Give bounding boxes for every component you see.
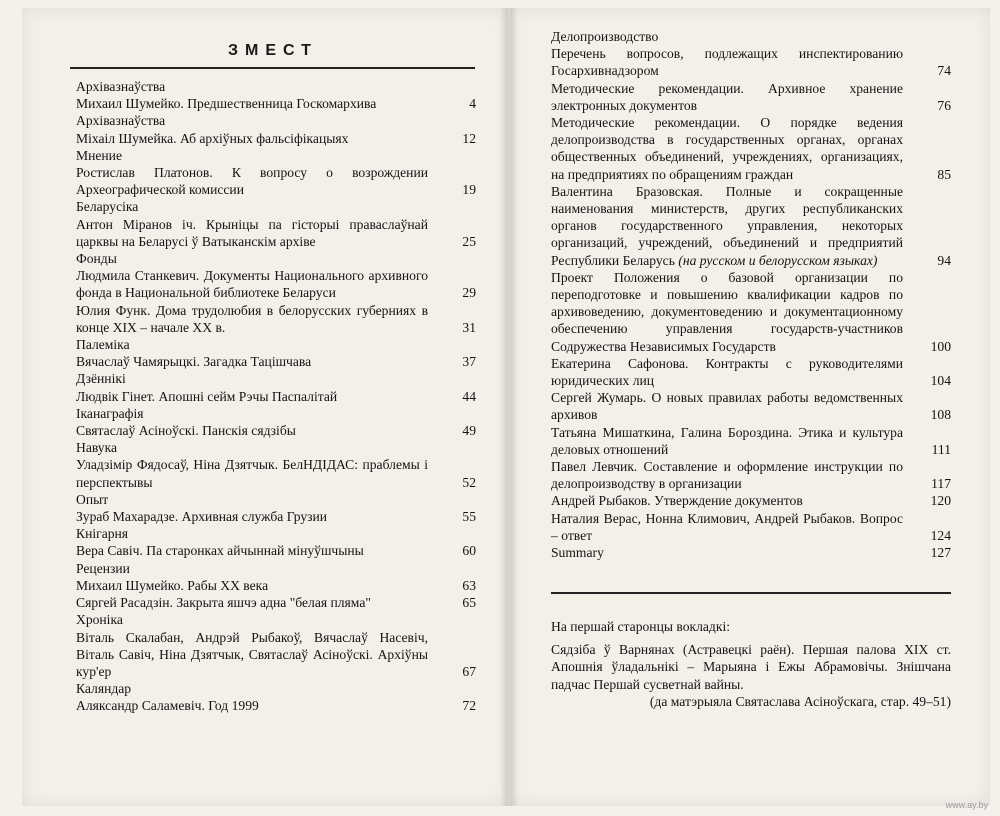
section-title: Палеміка	[76, 337, 130, 353]
section-title: Опыт	[76, 491, 109, 507]
section-title: Архiвазнаўства	[76, 79, 166, 94]
entry-title: Наталия Верас, Нонна Климович, Андрей Рыбаков. Вопрос – ответ	[551, 510, 903, 543]
entry-page: 72	[462, 698, 476, 714]
contents-end-rule	[551, 592, 951, 594]
toc-entry	[76, 542, 476, 559]
entry-page: 4	[469, 96, 476, 112]
cover-credit: (да матэрыяла Святаслава Асіноўскага, стар. 49–51)	[649, 693, 951, 709]
entry-title: Методические рекомендации. О порядке ведения делопроизводства в государственных органах, органах общественных объединений, учреждениях, организациях, на предприятиях по обращениям граждан	[551, 115, 903, 182]
entry-page: 12	[462, 130, 476, 146]
entry-title: Зураб Махарадзе. Архивная служба Грузии	[76, 509, 328, 525]
entry-title: Юлия Функ. Дома трудолюбия в белорусских губерниях в конце XIX – начале XX в.	[76, 302, 428, 335]
entry-page: 55	[462, 509, 476, 525]
section-title: Беларусіка	[76, 199, 139, 215]
toc-entry	[76, 456, 476, 490]
section-title: Рецензии	[76, 560, 130, 576]
toc-entry	[551, 424, 951, 458]
entry-page: 124	[930, 527, 951, 543]
entry-title: Вера Савіч. Па старонках айчыннай мінуўшчыны	[76, 543, 364, 559]
entry-page: 52	[462, 474, 476, 490]
entry-page: 67	[462, 663, 476, 679]
toc-entry	[76, 353, 476, 370]
entry-page: 111	[931, 441, 951, 457]
toc-entry	[551, 492, 951, 509]
entry-title: Павел Левчик. Составление и оформление инструкции по делопроизводству в организации	[551, 459, 903, 492]
entry-title: Святаслаў Асіноўскі. Панскія сядзібы	[76, 423, 296, 439]
toc-entry	[551, 114, 951, 183]
toc-entry	[551, 80, 951, 114]
section-title: Хроніка	[76, 612, 123, 628]
entry-title: Михаил Шумейко. Предшественница Госкомархива	[76, 96, 377, 112]
entry-title: Антон Міранов іч. Крыніцы па гісторыі праваслаўнай царквы на Беларусі ў Ватыканскім архіве	[76, 216, 428, 249]
section-title: Іканаграфія	[76, 405, 144, 421]
toc-entry	[551, 458, 951, 492]
watermark: www.ay.by	[945, 800, 988, 810]
entry-page: 25	[462, 233, 476, 249]
toc-entry	[76, 697, 476, 714]
entry-title: Віталь Скалабан, Андрэй Рыбакоў, Вячаслаў Насевіч, Віталь Савіч, Ніна Дзятчык, Святаслаў Асіноўскі. Архіўны кур'ер	[76, 629, 428, 679]
entry-page: 76	[937, 97, 951, 113]
entry-title: Ростислав Платонов. К вопросу о возрождении Археографической комиссии	[76, 165, 428, 198]
entry-title: Аляксандр Саламевіч. Год 1999	[76, 698, 259, 714]
entry-title: Проект Положения о базовой организации по переподготовке и повышению квалификации кадров по архивоведению, документоведению и документационному обеспечению управления государств-участников Содружества Независимых Государств	[551, 269, 903, 354]
entry-title: Перечень вопросов, подлежащих инспектированию Госархивнадзором	[551, 46, 903, 79]
entry-title: Сяргей Расадзін. Закрыта яшчэ адна "белая пляма"	[76, 595, 371, 611]
toc-entry	[76, 629, 476, 681]
section-title: Мнение	[76, 147, 122, 163]
entry-page: 65	[462, 595, 476, 611]
entry-page: 37	[462, 354, 476, 370]
cover-note	[551, 618, 951, 710]
entry-title: Міхаіл Шумейка. Аб архіўных фальсіфікацыях	[76, 130, 349, 146]
toc-entry	[76, 388, 476, 405]
toc-entry	[76, 577, 476, 594]
entry-title: Summary	[551, 545, 604, 561]
toc-entry	[76, 130, 476, 147]
section-title: Кнігарня	[76, 526, 129, 542]
book-spine	[500, 8, 518, 806]
right-contents	[551, 28, 951, 561]
entry-page: 127	[930, 545, 951, 561]
section-title: Каляндар	[76, 681, 132, 697]
entry-page: 31	[462, 319, 476, 335]
entry-page: 74	[937, 63, 951, 79]
entry-title: Уладзімір Фядосаў, Ніна Дзятчык. БелНДІДАС: праблемы і перспектывы	[76, 457, 428, 490]
section-title: Навука	[76, 440, 118, 456]
entry-title: Валентина Бразовская. Полные и сокращенные наименования министерств, других республиканских органов государственного управления, некоторых организаций, учреждений, объединений и предприятий Республики Беларусь	[551, 183, 903, 268]
toc-entry	[551, 269, 951, 355]
entry-page: 94	[937, 252, 951, 268]
toc-entry	[551, 355, 951, 389]
toc-entry	[76, 422, 476, 439]
entry-page: 29	[462, 285, 476, 301]
toc-entry	[76, 216, 476, 250]
entry-note: (на русском и белорусском языках)	[678, 252, 878, 268]
contents-heading: ЗМЕСТ	[228, 42, 318, 59]
left-contents	[76, 78, 476, 715]
heading-rule	[70, 67, 475, 69]
toc-entry	[76, 594, 476, 611]
toc-entry	[76, 508, 476, 525]
entry-title: Андрей Рыбаков. Утверждение документов	[551, 493, 803, 509]
entry-title: Людвік Гінет. Апошні сейм Рэчы Паспалітай	[76, 388, 338, 404]
entry-title: Людмила Станкевич. Документы Национального архивного фонда в Национальной библиотеке Беларуси	[76, 268, 428, 301]
section-title: Дзённікі	[76, 371, 126, 387]
entry-page: 49	[462, 423, 476, 439]
entry-page: 117	[931, 476, 951, 492]
entry-title: Методические рекомендации. Архивное хранение электронных документов	[551, 80, 903, 113]
entry-page: 104	[930, 373, 951, 389]
entry-page: 85	[937, 166, 951, 182]
toc-entry	[551, 45, 951, 79]
section-title: Делопроизводство	[551, 29, 659, 44]
entry-title: Михаил Шумейко. Рабы XX века	[76, 577, 269, 593]
toc-entry	[76, 302, 476, 336]
toc-entry	[551, 389, 951, 423]
toc-entry	[551, 544, 951, 561]
entry-page: 120	[930, 493, 951, 509]
entry-title: Вячаслаў Чамярыцкі. Загадка Тацішчава	[76, 354, 312, 370]
entry-title: Екатерина Сафонова. Контракты с руководителями юридических лиц	[551, 355, 903, 389]
entry-page: 19	[462, 182, 476, 198]
toc-entry	[551, 510, 951, 544]
toc-entry	[551, 183, 951, 269]
cover-description: Сядзіба ў Варнянах (Астравецкі раён). Першая палова XIX ст. Апошнія ўладальнікі – Марыяна і Ежы Абрамовічы. Знішчана падчас Першай сусветнай вайны.	[551, 642, 951, 692]
entry-title: Татьяна Мишаткина, Галина Бороздина. Этика и культура деловых отношений	[551, 424, 903, 457]
entry-page: 108	[930, 407, 951, 423]
section-title: Фонды	[76, 251, 117, 267]
cover-label: На першай старонцы вокладкі:	[551, 619, 730, 634]
toc-entry	[76, 164, 476, 198]
entry-page: 63	[462, 577, 476, 593]
entry-page: 60	[462, 543, 476, 559]
entry-page: 44	[462, 388, 476, 404]
section-title: Архiвазнаўства	[76, 113, 166, 129]
toc-entry	[76, 267, 476, 301]
entry-page: 100	[930, 338, 951, 354]
toc-entry	[76, 95, 476, 112]
entry-title: Сергей Жумарь. О новых правилах работы ведомственных архивов	[551, 390, 903, 423]
